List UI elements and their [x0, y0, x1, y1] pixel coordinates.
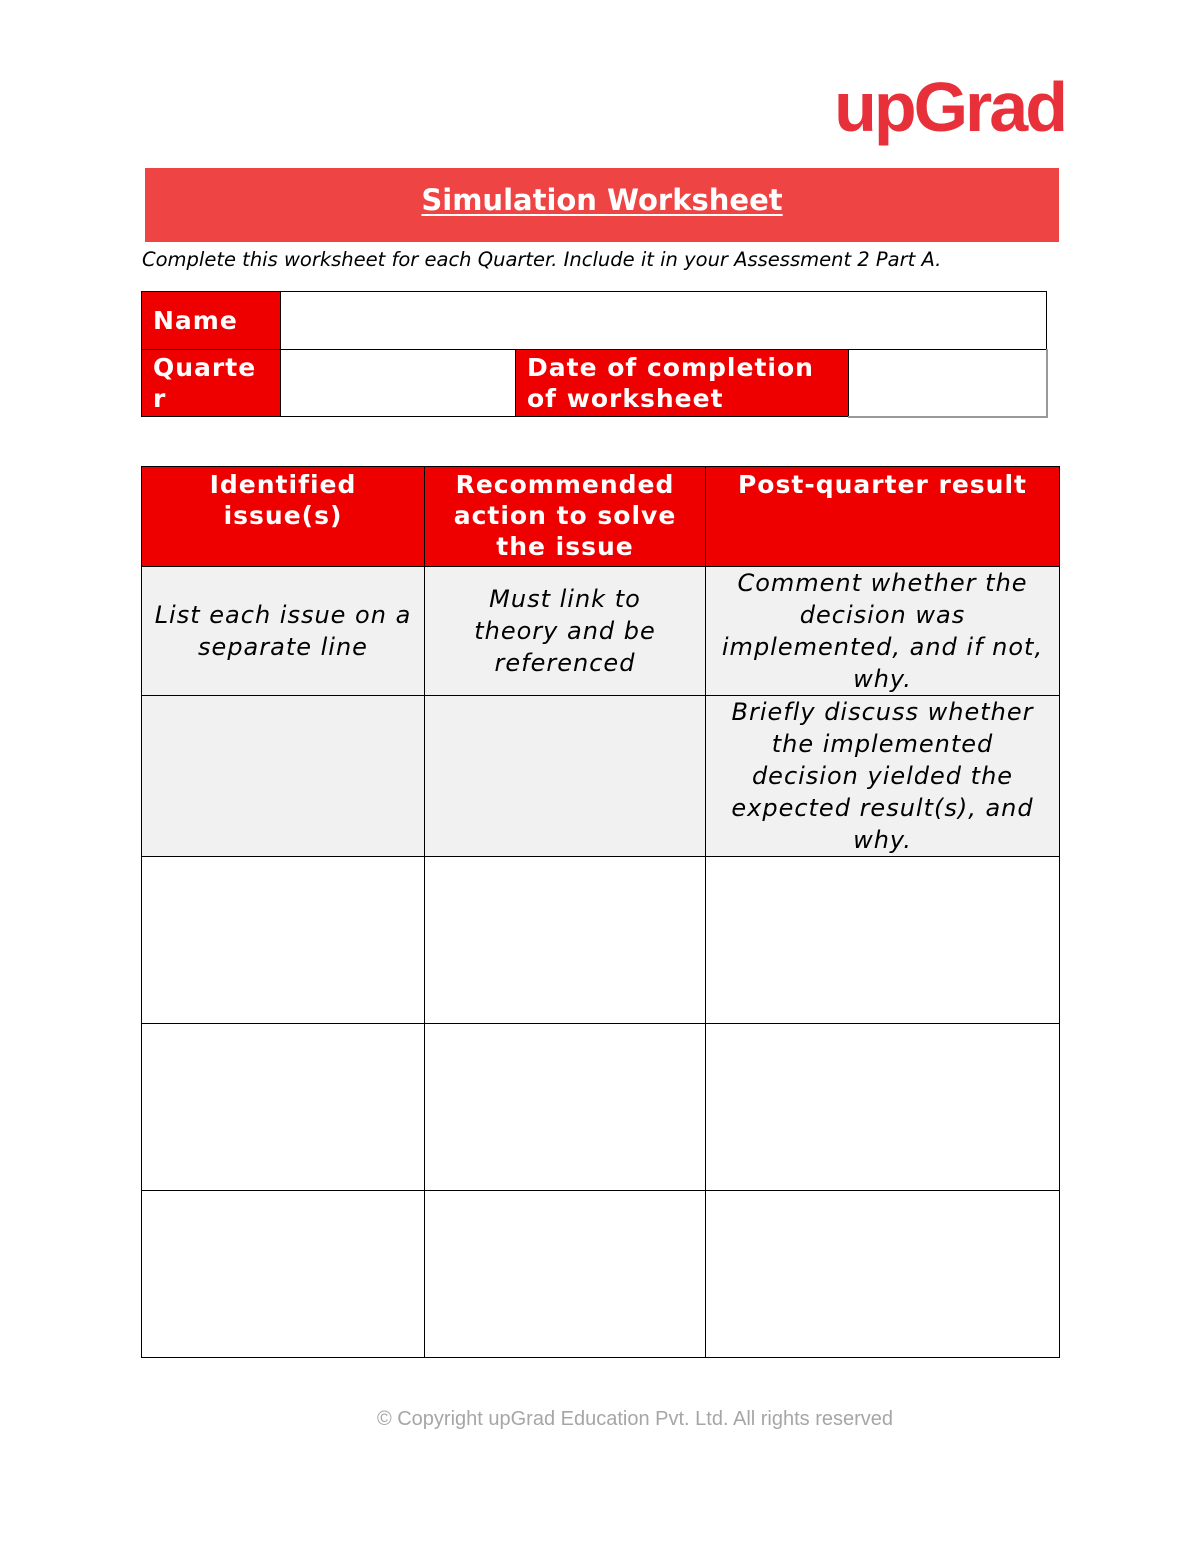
header-recommended-action: Recommended action to solve the issue	[425, 467, 706, 567]
table-cell[interactable]	[142, 1191, 425, 1358]
table-row	[142, 567, 1060, 696]
table-row	[142, 1024, 1060, 1191]
guide-cell-result-discussion[interactable]: Briefly discuss whether the implemented decision yielded the expected result(s), and why.	[706, 696, 1060, 857]
guide-cell-result[interactable]: Comment whether the decision was implemented, and if not, why.	[706, 567, 1060, 696]
guide-cell-issues[interactable]: List each issue on a separate line	[142, 567, 425, 696]
table-cell[interactable]	[425, 696, 706, 857]
header-post-quarter-result: Post-quarter result	[706, 467, 1060, 567]
page-title: Simulation Worksheet	[421, 183, 783, 217]
table-cell[interactable]	[142, 696, 425, 857]
copyright-footer: © Copyright upGrad Education Pvt. Ltd. All rights reserved	[376, 1408, 894, 1430]
table-cell[interactable]	[706, 857, 1060, 1024]
table-row	[142, 1191, 1060, 1358]
date-of-completion-label: Date of completion of worksheet	[516, 350, 849, 417]
info-table	[141, 291, 1048, 418]
quarter-field[interactable]	[281, 350, 516, 417]
upgrad-logo: upGrad	[834, 68, 1065, 146]
header-identified-issues: Identified issue(s)	[142, 467, 425, 567]
table-cell[interactable]	[142, 857, 425, 1024]
table-row	[142, 857, 1060, 1024]
guide-cell-action[interactable]: Must link to theory and be referenced	[425, 567, 706, 696]
worksheet-table	[141, 466, 1060, 1358]
table-cell[interactable]	[706, 1191, 1060, 1358]
table-cell[interactable]	[706, 1024, 1060, 1191]
table-cell[interactable]	[425, 857, 706, 1024]
quarter-label: Quarte r	[142, 350, 281, 417]
name-field[interactable]	[281, 292, 1047, 350]
date-of-completion-field[interactable]	[849, 350, 1047, 417]
table-row	[142, 696, 1060, 857]
table-cell[interactable]	[142, 1024, 425, 1191]
name-label: Name	[142, 292, 281, 350]
title-banner	[145, 168, 1059, 242]
table-cell[interactable]	[425, 1024, 706, 1191]
instructions-text: Complete this worksheet for each Quarter. Include it in your Assessment 2 Part A.	[142, 248, 942, 271]
table-cell[interactable]	[425, 1191, 706, 1358]
